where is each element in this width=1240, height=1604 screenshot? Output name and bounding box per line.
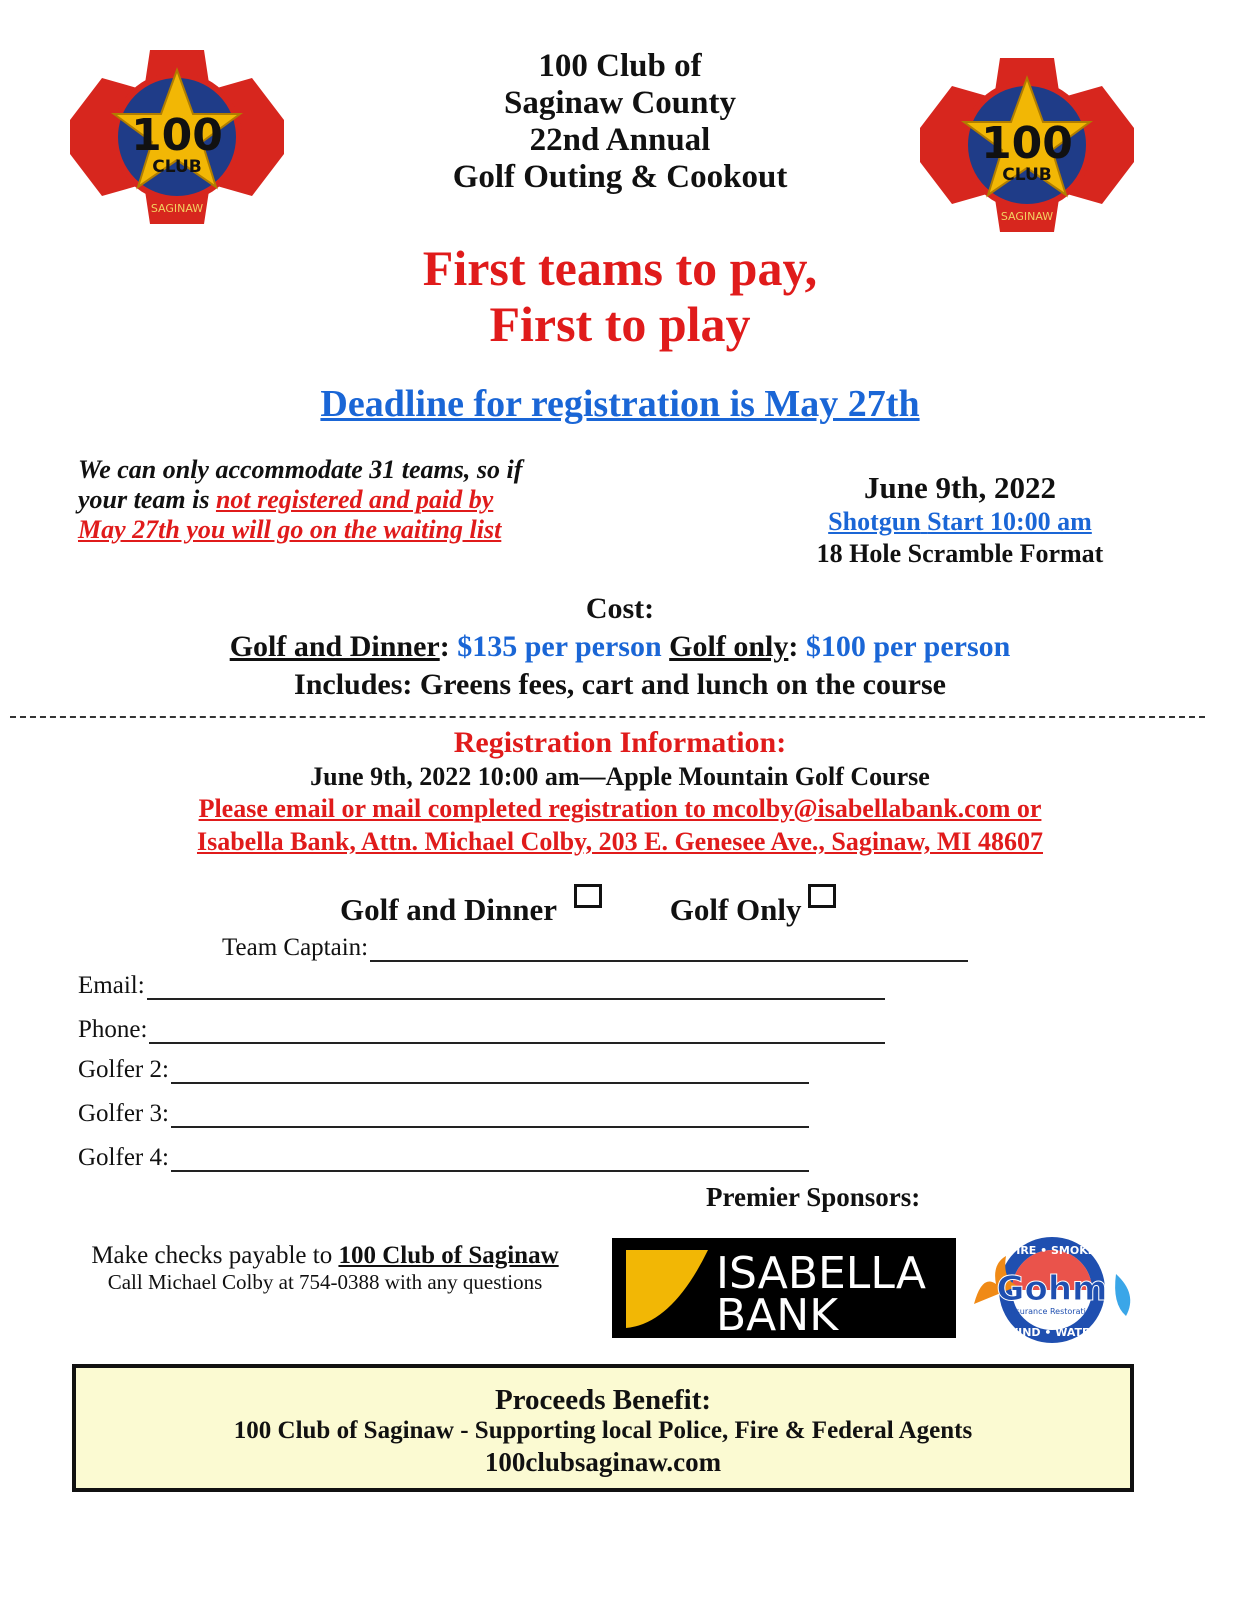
phone-field[interactable] <box>78 1016 885 1044</box>
headline-line-1: First teams to pay, <box>422 240 818 296</box>
choice-golf-only-label: Golf Only <box>669 892 802 927</box>
registration-title: Registration Information: <box>453 726 787 759</box>
capacity-warning-2: May 27th you will go on the waiting list <box>78 515 502 544</box>
title-line-3: 22nd Annual <box>529 122 711 158</box>
event-info <box>780 470 1140 570</box>
option-golf-only-price: $100 per person <box>805 630 1011 663</box>
event-date: June 9th, 2022 <box>863 470 1057 505</box>
registration-date: June 9th, 2022 10:00 am—Apple Mountain Golf Course <box>310 762 930 791</box>
headline <box>240 240 1000 352</box>
contact-line: Call Michael Colby at 754-0388 with any questions <box>107 1270 543 1294</box>
cut-line <box>10 716 1205 718</box>
title-line-4: Golf Outing & Cookout <box>452 159 788 195</box>
capacity-text: your team is <box>78 485 216 514</box>
capacity-line-1: We can only accommodate 31 teams, so if <box>78 455 523 484</box>
gohm-subtitle: Insurance Restoration <box>1008 1307 1096 1316</box>
gohm-logo <box>966 1234 1144 1346</box>
golfer-4-field[interactable] <box>78 1144 809 1172</box>
svg-text:SAGINAW: SAGINAW <box>150 202 204 215</box>
team-captain-label: Team Captain: <box>222 934 369 961</box>
email-field[interactable] <box>78 972 885 1000</box>
start-time: Start 10:00 am <box>927 507 1092 536</box>
svg-text:SAGINAW: SAGINAW <box>1000 210 1054 223</box>
checks-prefix: Make checks payable to <box>91 1242 339 1269</box>
deadline-notice: Deadline for registration is May 27th <box>320 383 920 425</box>
registration-line-2 <box>60 827 1180 857</box>
option-golf-only-label: Golf only <box>669 630 789 663</box>
payment-info <box>60 1242 590 1295</box>
headline-line-2: First to play <box>489 296 751 352</box>
proceeds-title: Proceeds Benefit: <box>494 1384 712 1416</box>
event-title <box>380 48 860 196</box>
shotgun-label: Shotgun <box>828 507 921 536</box>
proceeds-website[interactable]: 100clubsaginaw.com <box>484 1447 722 1477</box>
svg-text:100: 100 <box>131 110 223 161</box>
svg-text:CLUB: CLUB <box>152 157 202 177</box>
cost-options: Golf and Dinner: $135 per person Golf only: $100 per person <box>229 630 1011 663</box>
gohm-top-text: FIRE • SMOKE <box>1008 1244 1096 1257</box>
golfer-2-field[interactable] <box>78 1056 809 1084</box>
100-club-logo-right <box>912 50 1142 240</box>
isabella-text: ISABELLA <box>716 1248 926 1299</box>
golfer-2-label: Golfer 2: <box>78 1056 169 1083</box>
cost-label: Cost: <box>585 592 655 625</box>
choice-golf-dinner-label: Golf and Dinner <box>340 892 557 927</box>
svg-text:100: 100 <box>981 118 1073 169</box>
phone-label: Phone: <box>78 1016 148 1043</box>
registration-line-1 <box>60 794 1180 824</box>
proceeds-mission: 100 Club of Saginaw - Supporting local Police, Fire & Federal Agents <box>233 1417 973 1444</box>
cost-includes: Includes: Greens fees, cart and lunch on the course <box>294 668 946 701</box>
gohm-bottom-text: WIND • WATER <box>1005 1326 1099 1339</box>
golf-only-checkbox[interactable] <box>808 884 836 908</box>
registration-instructions-2: Isabella Bank, Attn. Michael Colby, 203 E. Genesee Ave., Saginaw, MI 48607 <box>196 827 1043 856</box>
team-captain-field[interactable] <box>222 934 968 962</box>
gohm-name: Gohm <box>996 1269 1108 1309</box>
cost-section <box>100 590 1140 704</box>
premier-sponsors-label: Premier Sponsors: <box>706 1182 921 1212</box>
golf-dinner-checkbox[interactable] <box>574 884 602 908</box>
title-line-1: 100 Club of <box>538 48 702 84</box>
checks-payee: 100 Club of Saginaw <box>338 1242 559 1269</box>
email-line[interactable] <box>147 976 885 1000</box>
checks-payable <box>60 1242 590 1270</box>
registration-instructions-1: Please email or mail completed registration to mcolby@isabellabank.com or <box>198 794 1042 823</box>
package-choices <box>340 884 960 928</box>
capacity-warning-1: not registered and paid by <box>215 485 494 514</box>
option-golf-dinner-label: Golf and Dinner <box>229 630 440 663</box>
option-golf-dinner-price: $135 per person <box>457 630 662 663</box>
golfer-4-label: Golfer 4: <box>78 1144 169 1171</box>
golfer-3-line[interactable] <box>171 1104 809 1128</box>
phone-line[interactable] <box>149 1020 885 1044</box>
title-line-2: Saginaw County <box>504 85 736 121</box>
proceeds-box <box>72 1364 1134 1492</box>
event-format: 18 Hole Scramble Format <box>816 539 1104 568</box>
event-start <box>780 506 1140 538</box>
golfer-4-line[interactable] <box>171 1148 809 1172</box>
capacity-line-2 <box>78 485 718 515</box>
golfer-3-label: Golfer 3: <box>78 1100 169 1127</box>
isabella-bank-logo <box>612 1238 956 1338</box>
golfer-2-line[interactable] <box>171 1060 809 1084</box>
team-captain-line[interactable] <box>370 938 968 962</box>
capacity-notice <box>78 455 718 545</box>
golfer-3-field[interactable] <box>78 1100 809 1128</box>
email-label: Email: <box>78 972 145 999</box>
100-club-logo-left <box>62 42 292 232</box>
bank-text: BANK <box>716 1290 839 1338</box>
svg-text:CLUB: CLUB <box>1002 165 1052 185</box>
